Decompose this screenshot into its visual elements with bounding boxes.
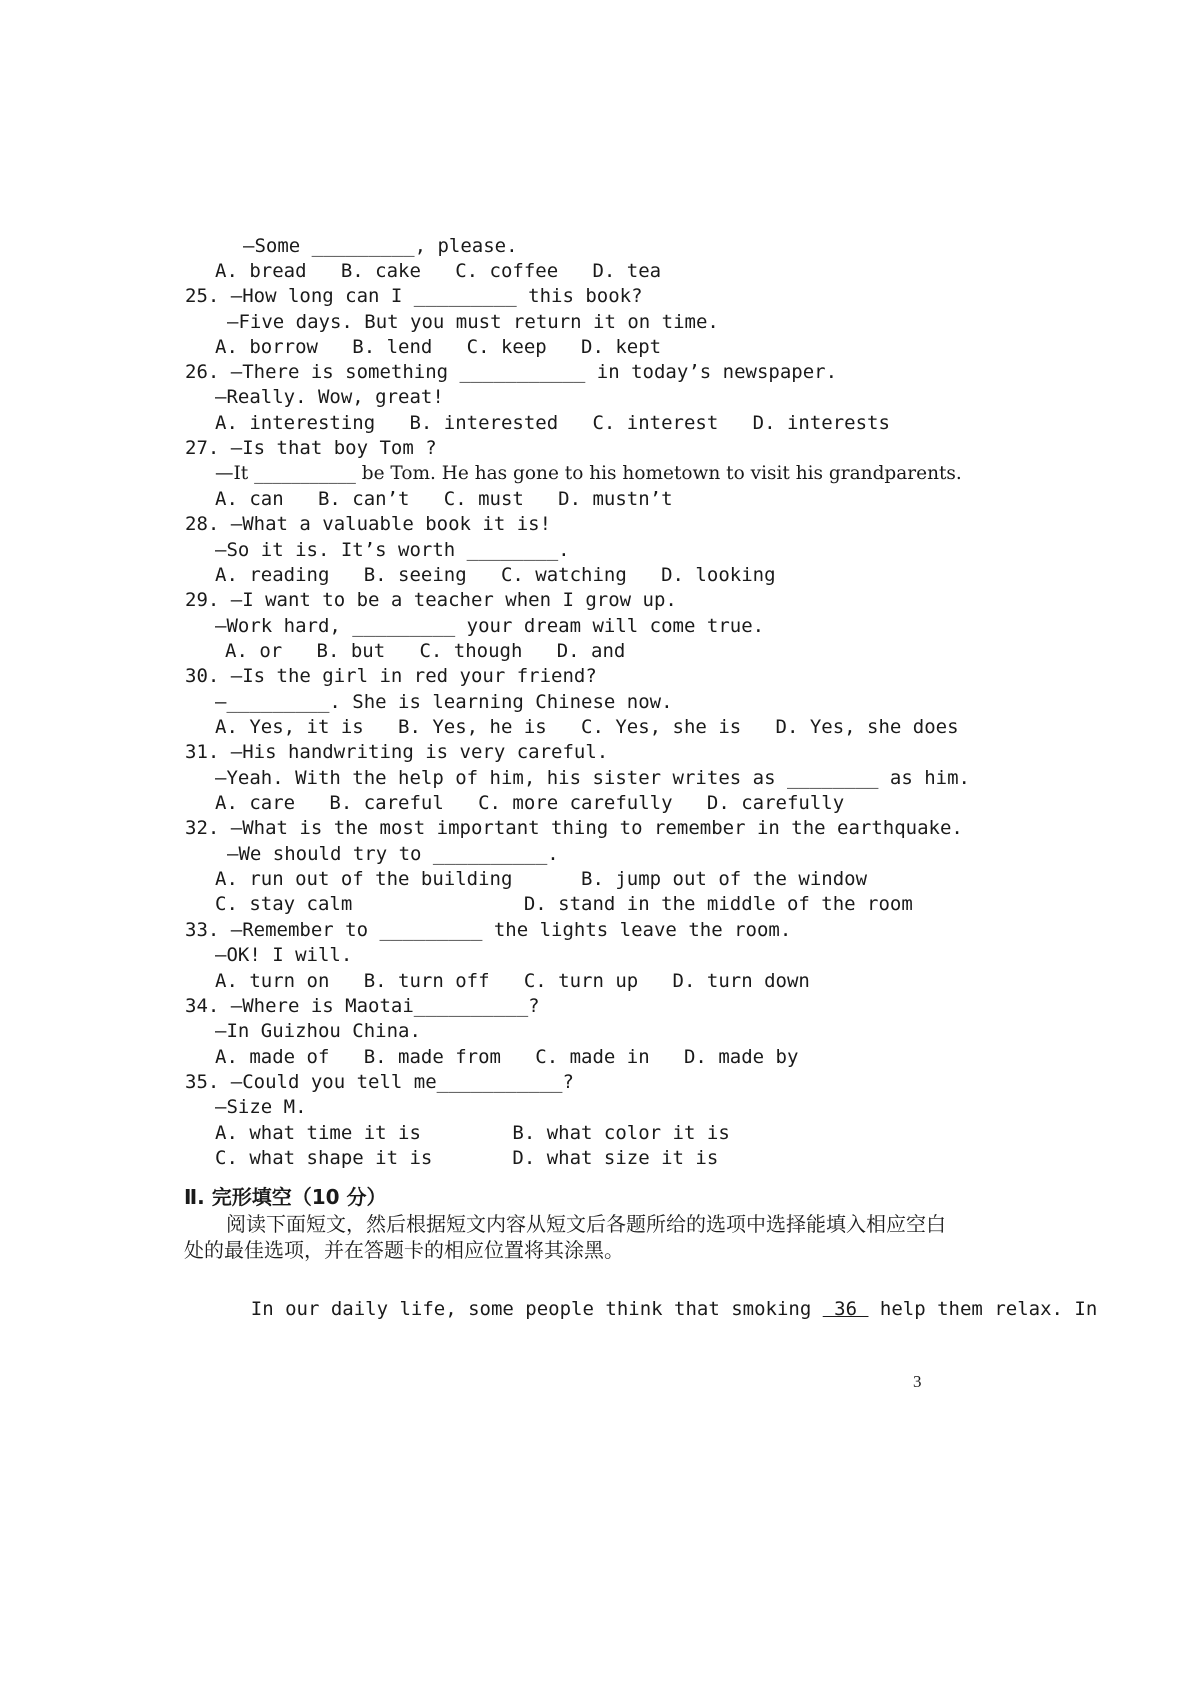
question-29-options: A. or B. but C. though D. and <box>225 640 626 662</box>
question-31-options: A. care B. careful C. more carefully D. carefully <box>215 792 845 814</box>
question-33-options: A. turn on B. turn off C. turn up D. turn down <box>215 970 810 992</box>
section-heading: Ⅱ. 完形填空（10 分） <box>184 1185 387 1209</box>
question-27-options: A. can B. can’t C. must D. mustn’t <box>215 488 673 510</box>
question-24-answer: —Some _________, please. <box>243 235 518 257</box>
question-27-reply: —It ___________ be Tom. He has gone to his hometown to visit his grandparents. <box>215 463 962 484</box>
question-28-reply: —So it is. It’s worth ________. <box>215 539 570 561</box>
question-35-options-cd: C. what shape it is D. what size it is <box>215 1147 719 1169</box>
question-35-options-ab: A. what time it is B. what color it is <box>215 1122 730 1144</box>
passage-first-line <box>205 1270 1098 1320</box>
question-33-reply: —OK! I will. <box>215 944 353 966</box>
section-instruction-line-2: 处的最佳选项，并在答题卡的相应位置将其涂黑。 <box>184 1238 624 1262</box>
blank-36: 36 <box>822 1298 869 1320</box>
question-33-stem: 33. —Remember to _________ the lights leave the room. <box>185 919 792 941</box>
passage-text-after: help them relax. In <box>868 1298 1098 1320</box>
question-34-reply: —In Guizhou China. <box>215 1020 421 1042</box>
question-35-stem: 35. —Could you tell me___________? <box>185 1071 574 1093</box>
question-32-options-cd: C. stay calm D. stand in the middle of the room <box>215 893 913 915</box>
question-28-stem: 28. —What a valuable book it is! <box>185 513 552 535</box>
page-number: 3 <box>913 1372 922 1391</box>
question-26-stem: 26. —There is something ___________ in today’s newspaper. <box>185 361 838 383</box>
question-29-stem: 29. —I want to be a teacher when I grow up. <box>185 589 677 611</box>
question-34-options: A. made of B. made from C. made in D. made by <box>215 1046 799 1068</box>
question-27-stem: 27. —Is that boy Tom ? <box>185 437 437 459</box>
question-31-reply: —Yeah. With the help of him, his sister writes as ________ as him. <box>215 767 970 789</box>
question-29-reply: —Work hard, _________ your dream will come true. <box>215 615 765 637</box>
question-30-options: A. Yes, it is B. Yes, he is C. Yes, she is D. Yes, she does <box>215 716 959 738</box>
question-26-options: A. interesting B. interested C. interest D. interests <box>215 412 890 434</box>
question-34-stem: 34. —Where is Maotai__________? <box>185 995 540 1017</box>
section-instruction-line-1: 阅读下面短文，然后根据短文内容从短文后各题所给的选项中选择能填入相应空白 <box>226 1212 946 1236</box>
question-25-reply: —Five days. But you must return it on time. <box>227 311 719 333</box>
question-32-reply: —We should try to __________. <box>227 843 559 865</box>
question-32-options-ab: A. run out of the building B. jump out of the window <box>215 868 868 890</box>
question-31-stem: 31. —His handwriting is very careful. <box>185 741 609 763</box>
question-26-reply: —Really. Wow, great! <box>215 386 444 408</box>
question-28-options: A. reading B. seeing C. watching D. looking <box>215 564 776 586</box>
question-25-options: A. borrow B. lend C. keep D. kept <box>215 336 662 358</box>
question-30-reply: —_________. She is learning Chinese now. <box>215 691 673 713</box>
question-25-stem: 25. —How long can I _________ this book? <box>185 285 643 307</box>
question-32-stem: 32. —What is the most important thing to remember in the earthquake. <box>185 817 963 839</box>
passage-text-before: In our daily life, some people think that smoking <box>250 1298 823 1320</box>
question-24-options: A. bread B. cake C. coffee D. tea <box>215 260 662 282</box>
question-35-reply: —Size M. <box>215 1096 307 1118</box>
question-30-stem: 30. —Is the girl in red your friend? <box>185 665 597 687</box>
